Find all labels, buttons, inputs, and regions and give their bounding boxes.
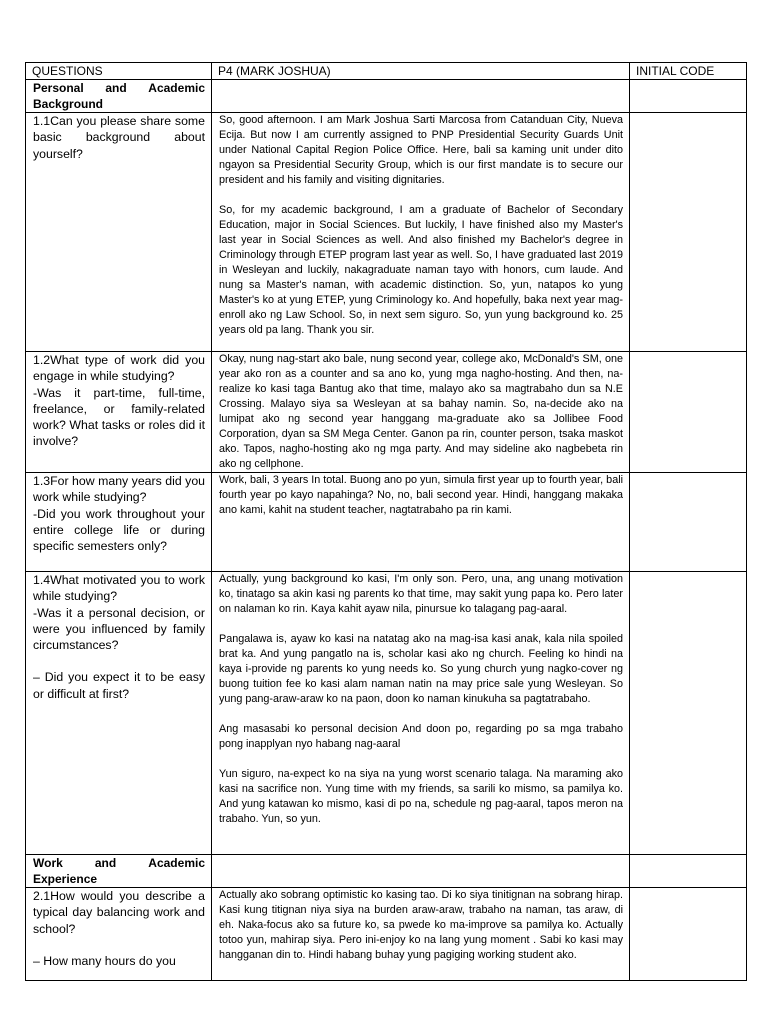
question-row-1-3 (26, 473, 747, 572)
header-participant: P4 (MARK JOSHUA) (212, 63, 630, 80)
answer-cell-empty (212, 80, 630, 113)
answer-cell: Work, bali, 3 years In total. Buong ano po yun, simula first year up to fourth year, bali fourth year po kayo napahinga? No, no, bali second year. Hindi, hanggang makaka ano kami, kahit na student teacher, nagtatrabaho pa rin kami. (212, 473, 630, 572)
initial-code-cell (630, 80, 747, 113)
section-title-work: Work and Academic Experience (26, 855, 212, 888)
section-row-work (26, 855, 747, 888)
answer-cell: Actually ako sobrang optimistic ko kasing tao. Di ko siya tinitignan na sobrang hirap. Kasi kung titignan niya siya na burden araw-araw, trabaho na naman, tas araw, di eh. Naka-focus ako sa future ko, sa pwede ko ma-improve sa pamilya ko. Actually totoo yun, mahirap siya. Pero ini-enjoy ko na lang yung moment . Sabi ko kasi may hangganan din to. Hindi habang buhay yung pagiging working student ako. (212, 888, 630, 981)
answer-cell-empty (212, 855, 630, 888)
header-initial-code: INITIAL CODE (630, 63, 747, 80)
header-row (26, 63, 747, 80)
answer-cell: So, good afternoon. I am Mark Joshua Sarti Marcosa from Catanduan City, Nueva Ecija. But now I am currently assigned to PNP Presidential Security Guards Unit under National Capital Region Police Office. Here, bali sa kaming unit under dito ngayon sa Presidential Security Group, which is our first mandate is to secure our president and his family and visiting dignitaries. So, for my academic background, I am a graduate of Bachelor of Secondary Education, major in Social Sciences. But luckily, I have finished also my Master's last year in Social Sciences as well. And also finished my Bachelor's degree in Criminology through ETEP program last year as well. So, I have graduated last 2019 in Wesleyan and luckily, nakagraduate naman tayo with honors, cum laude. And nung sa Master's naman, with academic distinction. So, yun, natapos ko yung Master's ko at yung ETEP, yung Criminology ko. And hopefully, baka next year mag-enroll ako ng Law School. So, in next sem siguro. So, yun yung background ko. 25 years old pa lang. Thank you sir. (212, 113, 630, 352)
initial-code-cell (630, 855, 747, 888)
question-row-1-1 (26, 113, 747, 352)
question-cell: 1.3For how many years did you work while studying? -Did you work throughout your entire college life or during specific semesters only? (26, 473, 212, 572)
initial-code-cell (630, 888, 747, 981)
question-row-1-4 (26, 572, 747, 855)
initial-code-cell (630, 572, 747, 855)
question-row-2-1 (26, 888, 747, 981)
question-cell: 1.1Can you please share some basic background about yourself? (26, 113, 212, 352)
interview-table (25, 62, 747, 981)
section-row-personal (26, 80, 747, 113)
question-cell: 1.4What motivated you to work while studying? -Was it a personal decision, or were you influenced by family circumstances? – Did you expect it to be easy or difficult at first? (26, 572, 212, 855)
initial-code-cell (630, 473, 747, 572)
question-cell: 2.1How would you describe a typical day balancing work and school? – How many hours do you (26, 888, 212, 981)
answer-cell: Okay, nung nag-start ako bale, nung second year, college ako, McDonald's SM, one year ako ron as a counter and sa ano ko, yung mga nagho-hosting. And then, na-realize ko kasi taga Bantug ako that time, malayo ako sa magtrabaho dun sa N.E Crossing. Malayo siya sa Wesleyan at sa bahay namin. So, na-decide ako na lumipat ako ng second year hanggang ma-graduate ako sa Jollibee Food Corporation, dyan sa SM Mega Center. Ganon pa rin, counter person, tsaka maskot ako. Tapos, nagho-hosting ako ng mga party. And may sideline ako nagbebeta rin ako ng cellphone. (212, 352, 630, 473)
answer-cell: Actually, yung background ko kasi, I'm only son. Pero, una, ang unang motivation ko, tinatago sa akin kasi ng parents ko that time, may sakit yung papa ko. Pero later on nalaman ko rin. Kaya kahit ayaw nila, pinursue ko talagang pag-aaral. Pangalawa is, ayaw ko kasi na natatag ako na mag-isa kasi anak, kala nila spoiled brat ka. And yung pangatlo na is, scholar kasi ako ng church. Feeling ko hindi na kaya i-provide ng parents ko yung needs ko. So yung church yung nagko-cover ng buong tuition fee ko kasi alam naman natin na may price sale yung Wesleyan. So yung pang-araw-araw ko na paon, doon ko naman kinukuha sa pagtatrabaho. Ang masasabi ko personal decision And doon po, regarding po sa mga trabaho pong inapplyan nyo habang nag-aaral Yun siguro, na-expect ko na siya na yung worst scenario talaga. Na maraming ako kasi na sacrifice non. Yung time with my friends, sa sarili ko mismo, sa pamilya ko. And yung katawan ko mismo, kasi di po na, schedule ng pag-aaral, tapos meron na trabaho. Yun, so yun. (212, 572, 630, 855)
question-cell: 1.2What type of work did you engage in while studying? -Was it part-time, full-time, freelance, or family-related work? What tasks or roles did it involve? (26, 352, 212, 473)
initial-code-cell (630, 113, 747, 352)
question-row-1-2 (26, 352, 747, 473)
section-title-personal: Personal and Academic Background (26, 80, 212, 113)
header-questions: QUESTIONS (26, 63, 212, 80)
initial-code-cell (630, 352, 747, 473)
